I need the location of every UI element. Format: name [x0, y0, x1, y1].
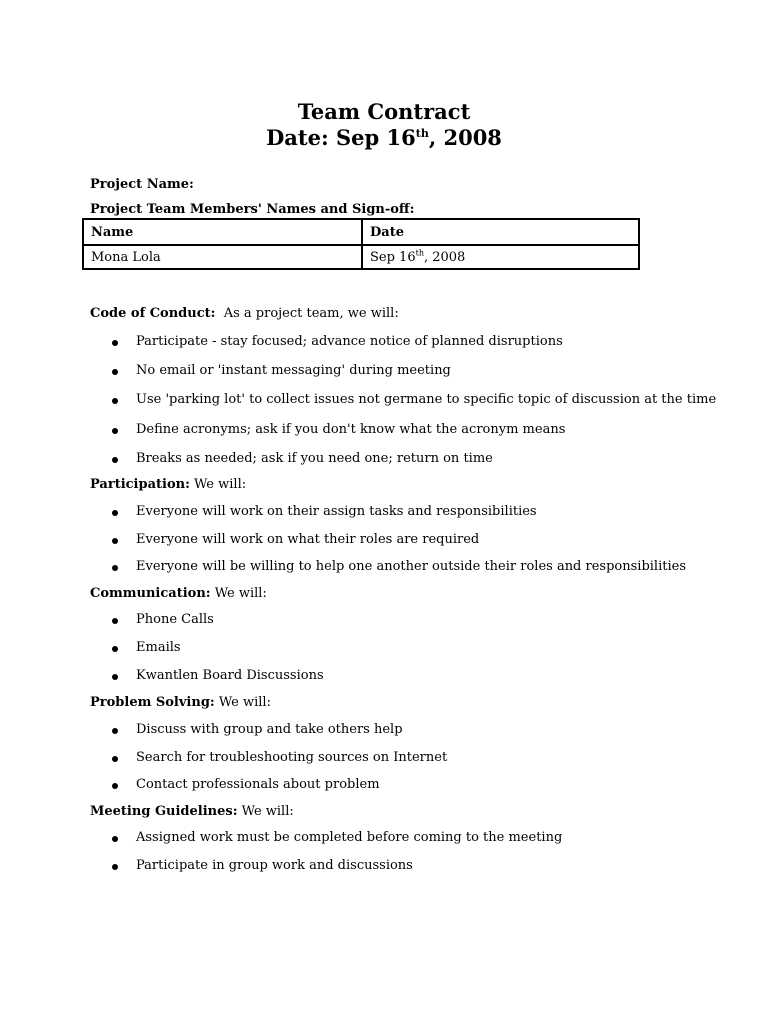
list-item-text: Define acronyms; ask if you don't know what the acronym means: [136, 422, 566, 437]
section-heading: Code of Conduct:: [90, 306, 216, 321]
bullet-icon: [112, 674, 118, 680]
project-name-label: Project Name:: [90, 177, 194, 192]
list-item-text: Participate - stay focused; advance notice of planned disruptions: [136, 334, 563, 349]
section-heading: Meeting Guidelines:: [90, 804, 238, 819]
section-heading-line: [90, 695, 271, 710]
section-intro: We will:: [214, 695, 271, 710]
list-item-text: Participate in group work and discussions: [136, 858, 413, 873]
team-members-label: Project Team Members' Names and Sign-off:: [90, 202, 415, 217]
member-date-prefix: Sep 16: [370, 249, 416, 265]
header-date: Date: [362, 219, 639, 245]
team-members-table: [82, 218, 640, 270]
list-item-text: Kwantlen Board Discussions: [136, 668, 324, 683]
bullet-icon: [112, 340, 118, 346]
section-intro: We will:: [237, 804, 294, 819]
date-suffix: , 2008: [428, 125, 502, 150]
section-intro: We will:: [210, 586, 267, 601]
section-heading-line: [90, 804, 294, 819]
section-intro: As a project team, we will:: [215, 306, 399, 321]
list-item-text: Assigned work must be completed before coming to the meeting: [136, 830, 563, 845]
bullet-icon: [112, 836, 118, 842]
bullet-icon: [112, 646, 118, 652]
table-header-row: [83, 219, 639, 245]
member-date-suffix: , 2008: [423, 249, 466, 265]
bullet-icon: [112, 398, 118, 404]
bullet-icon: [112, 510, 118, 516]
bullet-icon: [112, 783, 118, 789]
section-heading: Problem Solving:: [90, 695, 215, 710]
bullet-icon: [112, 728, 118, 734]
date-prefix: Date: Sep 16: [266, 125, 416, 150]
member-date-superscript: th: [415, 248, 424, 258]
header-name: Name: [83, 219, 362, 245]
document-title: Team Contract: [297, 99, 471, 124]
bullet-icon: [112, 369, 118, 375]
bullet-icon: [112, 864, 118, 870]
list-item-text: Search for troubleshooting sources on Internet: [136, 750, 448, 765]
list-item-text: Everyone will be willing to help one another outside their roles and responsibilities: [136, 559, 686, 574]
list-item-text: Phone Calls: [136, 612, 214, 627]
list-item-text: No email or 'instant messaging' during meeting: [136, 363, 451, 378]
date-superscript: th: [415, 127, 429, 140]
title-block: [0, 99, 768, 151]
section-heading-line: [90, 477, 246, 492]
section-heading-line: [90, 306, 399, 321]
list-item-text: Contact professionals about problem: [136, 777, 380, 792]
member-name: Mona Lola: [83, 245, 362, 269]
bullet-icon: [112, 538, 118, 544]
list-item-text: Everyone will work on their assign tasks and responsibilities: [136, 504, 537, 519]
section-heading: Participation:: [90, 477, 190, 492]
bullet-icon: [112, 618, 118, 624]
list-item-text: Emails: [136, 640, 181, 655]
section-intro: We will:: [189, 477, 247, 492]
list-item-text: Discuss with group and take others help: [136, 722, 403, 737]
bullet-icon: [112, 565, 118, 571]
bullet-icon: [112, 428, 118, 434]
section-heading-line: [90, 586, 267, 601]
list-item-text: Use 'parking lot' to collect issues not germane to specific topic of discussion at the time: [136, 392, 717, 407]
list-item-text: Breaks as needed; ask if you need one; return on time: [136, 451, 493, 466]
bullet-icon: [112, 457, 118, 463]
document-date: [0, 125, 768, 151]
section-heading: Communication:: [90, 586, 211, 601]
table-row: [83, 245, 639, 269]
bullet-icon: [112, 756, 118, 762]
list-item-text: Everyone will work on what their roles are required: [136, 532, 480, 547]
member-date: [362, 245, 639, 269]
